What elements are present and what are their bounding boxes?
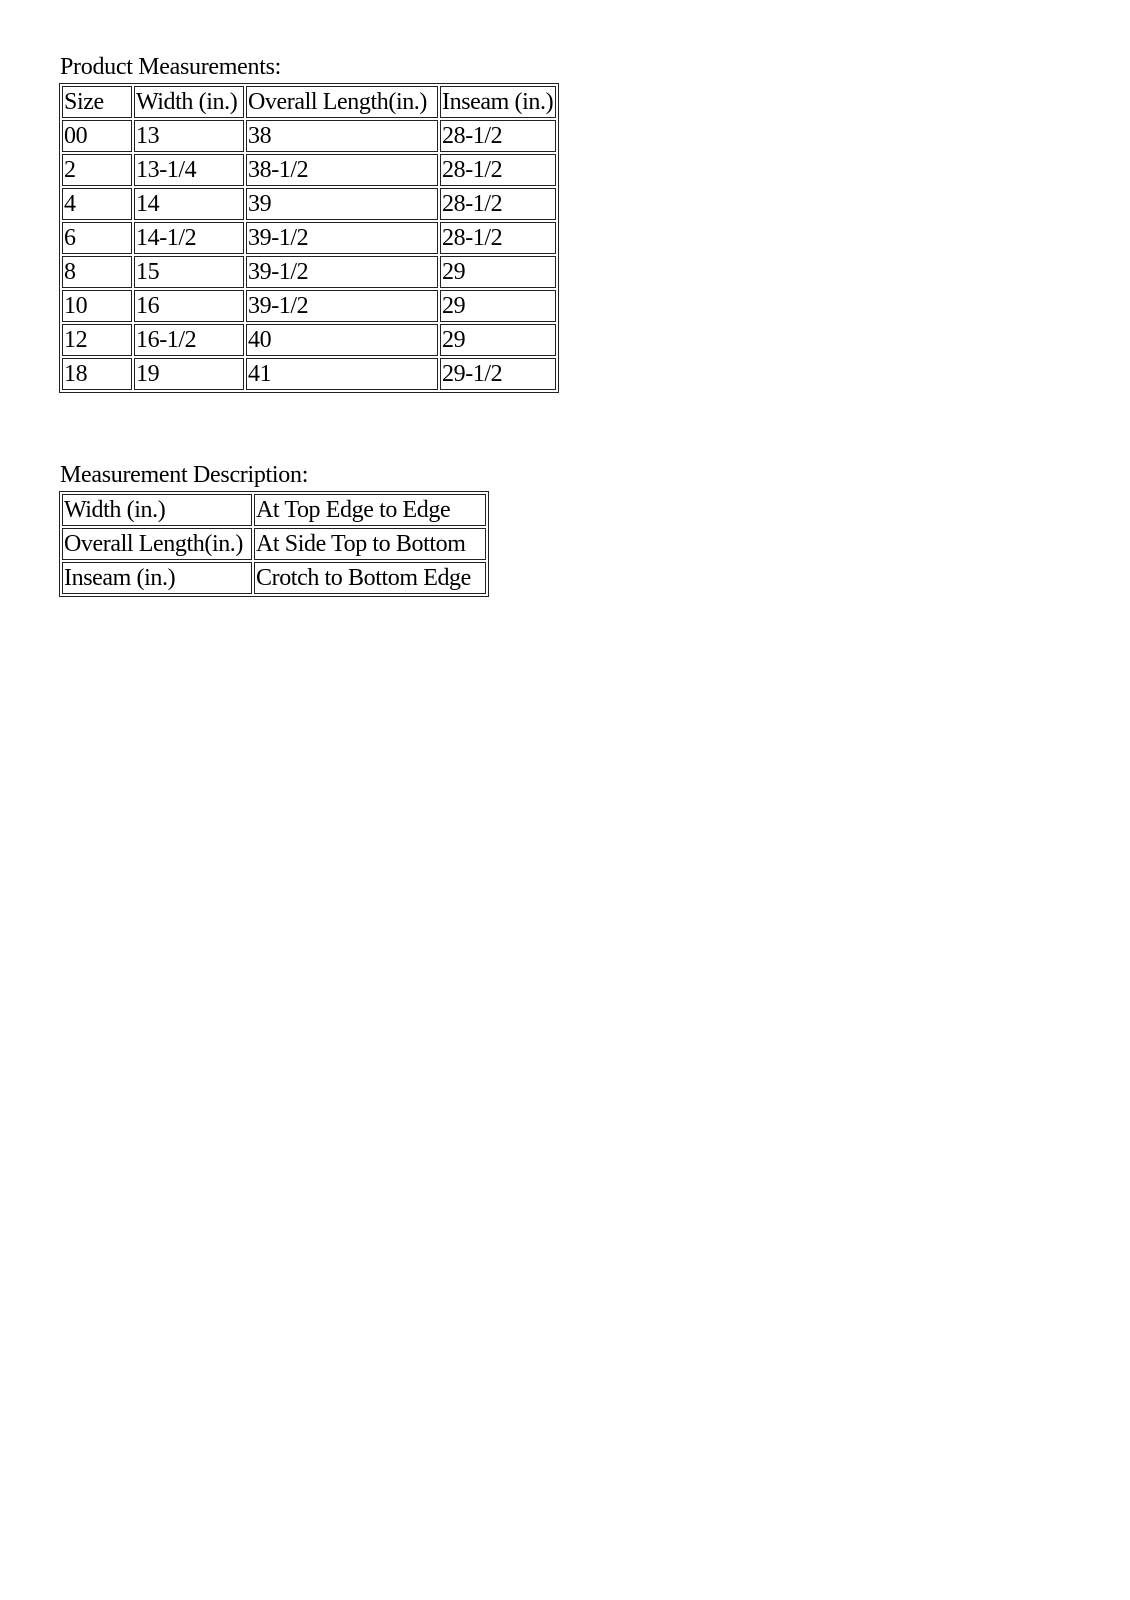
cell-overall-length: 39-1/2 [246,290,438,322]
cell-size: 6 [62,222,132,254]
cell-width: 13 [134,120,244,152]
table-row [62,358,556,390]
cell-size: 12 [62,324,132,356]
table-row [62,290,556,322]
cell-overall-length: 39-1/2 [246,222,438,254]
product-measurements-section [60,52,559,393]
cell-inseam: 29 [440,290,556,322]
cell-overall-length: 39 [246,188,438,220]
cell-size: 10 [62,290,132,322]
product-measurements-title: Product Measurements: [60,54,281,80]
cell-measurement-name: Width (in.) [62,494,252,526]
measurement-description-section [60,460,489,597]
table-row [62,562,486,594]
table-row [62,154,556,186]
table-row [62,494,486,526]
cell-width: 14-1/2 [134,222,244,254]
table-row [62,324,556,356]
cell-measurement-name: Inseam (in.) [62,562,252,594]
header-inseam: Inseam (in.) [440,86,556,118]
cell-size: 2 [62,154,132,186]
table-header-row [62,86,556,118]
cell-overall-length: 40 [246,324,438,356]
cell-overall-length: 38 [246,120,438,152]
cell-inseam: 29-1/2 [440,358,556,390]
cell-measurement-description: Crotch to Bottom Edge [254,562,486,594]
cell-width: 13-1/4 [134,154,244,186]
header-width: Width (in.) [134,86,244,118]
cell-overall-length: 41 [246,358,438,390]
cell-width: 16 [134,290,244,322]
header-overall-length: Overall Length(in.) [246,86,438,118]
cell-size: 4 [62,188,132,220]
cell-inseam: 28-1/2 [440,222,556,254]
cell-size: 00 [62,120,132,152]
cell-width: 19 [134,358,244,390]
product-measurements-table [59,83,559,393]
table-row [62,188,556,220]
cell-inseam: 28-1/2 [440,120,556,152]
cell-inseam: 28-1/2 [440,188,556,220]
cell-measurement-description: At Top Edge to Edge [254,494,486,526]
cell-width: 14 [134,188,244,220]
table-row [62,120,556,152]
cell-overall-length: 39-1/2 [246,256,438,288]
table-row [62,528,486,560]
measurement-description-title: Measurement Description: [60,462,309,488]
cell-width: 16-1/2 [134,324,244,356]
cell-overall-length: 38-1/2 [246,154,438,186]
cell-width: 15 [134,256,244,288]
cell-inseam: 29 [440,256,556,288]
header-size: Size [62,86,132,118]
cell-size: 18 [62,358,132,390]
cell-size: 8 [62,256,132,288]
cell-measurement-description: At Side Top to Bottom [254,528,486,560]
cell-inseam: 29 [440,324,556,356]
table-row [62,256,556,288]
measurement-description-table [59,491,489,597]
table-row [62,222,556,254]
cell-inseam: 28-1/2 [440,154,556,186]
cell-measurement-name: Overall Length(in.) [62,528,252,560]
